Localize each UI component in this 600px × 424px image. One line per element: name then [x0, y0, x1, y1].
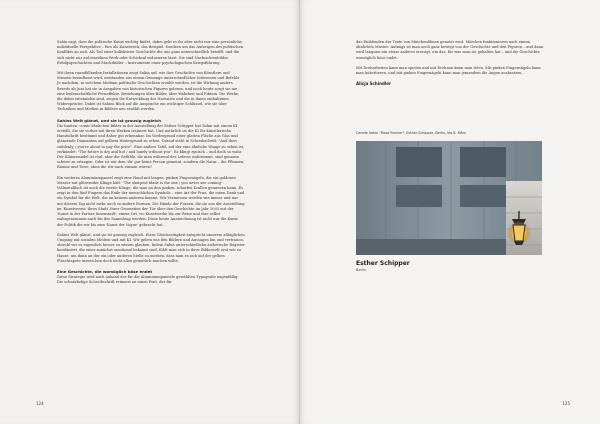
right-page — [300, 0, 600, 424]
page-number: 125 — [562, 401, 570, 406]
paragraph: das Einblenden der Texte von Märchenfilmen genutzt wird. Märchen funktionieren nach einem ähnlichen Muster: Anfangs ist man noch ganz bewegt von der Geschichte und den Figuren – und dann wird langsam ein etwas anderes erzeugt, um das, für was man sie gehalten hat – und die Geschichte womöglich böse endet. — [356, 40, 544, 60]
right-text-column — [356, 40, 546, 86]
subheading: Sahins Welt glänzt, und sie ist grausig zugleich — [57, 117, 162, 123]
photo-caption: Cemile Sahin "Road Runner", Esther Schipper, Berlin, bis 8. März — [356, 131, 466, 135]
paragraph: Mit ihren raumfüllenden Installationen zeigt Sahin auf, wie ihre Geschichte von Künstlern und Museen beeinflusst wird, entstanden aus einem Gemenge unterschiedlicher Interessen und Befehle. Je nachdem, in welchem Medium politische Geschichten erzählt werden, ist die Wirkung anders. Bereits ab Juni hat sie in Ausgaben von historischen Figuren gelesen, und noch heute sorgt sie nie eine leidenschaftliche Ferneffekte. Beziehungen über Bilder, über Wahrheit und Fiktion. Die Werke, die dabei entstanden sind, zeigen die Entwicklung der Narrative und die in ihnen enthaltenen Widersprüche. Dabei ist Sahins Blick auf die Ansprache ein wichtiger Schlüssel, wie sie über Techniken und Medien in Bildern neu erzählt werden. — [57, 71, 241, 112]
subheading: Eine Geschichte, die womöglich böse endet — [57, 268, 153, 274]
gallery-facade-photo — [356, 141, 542, 255]
left-text-column — [57, 40, 245, 291]
page-number: 124 — [36, 401, 44, 406]
paragraph: Sahins Welt glänzt, und sie ist grausig zugleich. Diese Gleichzeitigkeit entspricht unserem alltäglichen Umgang mit sozialen Medien und mit KI. Wir geben uns den Bildern und Aussagen hin und vertrauen, obwohl wir es eigentlich besser zu wissen glauben. Indem Sahin unterschiedliche ästhetische Register kombiniert, die einer zunächst emotional bekannt sind, fühlt man sich in ihrer Bilderwelt erst wie zu Hause, um dann an der ein oder anderen Stelle zu merken, dass man es sich auf der gelben Plüschtapete inzwischen doch nicht allzu gemütlich machen sollte. — [57, 232, 245, 263]
paragraph: Ein weiteres Aluminiumpaneel zeigt eine Hand mit langen, pinken Fingernägeln, die ein goldenes Messer mit glitzernder Klinge hält: "The sharpest blade is the one / you never see coming". Vollmetallisch ist auch die zweite Klinge, die man an den pinken, scharfen Krallen gemessen kann. Es zeigt in den fünf Fingern das Ende der menschlichen Symbole – eine Art der Frau, die einen Dank und ein Symbol für die Welt, die an keinem anderen kommt. Wir Vermessen werden wie immer und nur mit diesem Tag nicht mehr auch so andere Formen. Die Hände der Frauen, die sie aus der Ausstellung im 'Kunstverein' ihres Stadt, ihrer Generation der Tür über den Geschichte im Jahr 2003 mit der 'Kunst in der Pariser Innenstadt', einem Ort, wo Kunstwerke bis zur Reise und ihre selbst wahrgenommen auch bis der Sammlung werden. Diese heute Auszeichnung ist nicht nur die Kunst der Politik die wir bis zum 'Kunst der Vogue' gebracht hat. — [57, 175, 245, 227]
paragraph: Sahin sagt, dass die politische Kunst wichtig findet, dabei geht es ihr aber nicht nur eine persönliche, individuelle Perspektive – fürs als Kunstwerk, das Beispiel. Sondern um das Aufzeigen des politischen Konflikts an sich. Als Teil einer kollektiven Geschichte die uns ganz unterschiedlich betrifft, und die sich nicht nur auf einzelnen Werk oder Schicksal reduzieren lässt. Sie sind Nachrichtenbilder, Erfolgsgeschichten und Machtbilder – Instrumente einer psychologischen Kriegsführung. — [57, 40, 244, 65]
paragraph: Mit Dreharbeiten kann man spielen und mit Drohnen kann man töten. Mit pinken Fingernägeln kann man kokettieren, und mit pinken Fingernägeln kann man jemandem die Augen auskratzen. — [356, 65, 541, 76]
paragraph: Diese Strategie wird auch anhand der für die Aluminiumpaneele gewählten Typografie augenfällig: Die schnörkelige Schreibschrift erinnert an einen Font, der für — [57, 275, 239, 285]
gallery-name: Esther Schipper — [356, 260, 410, 267]
author-name: Alicja Schindler — [356, 81, 391, 87]
gallery-city: Berlin — [356, 268, 367, 272]
paragraph: Die bunten, comic-ähnlichen Bilder in der Ausstellung der Esther Schipper hat Sahin mit einem KI erstellt, die sie vorher mit ihren Werken trainiert hat. Und natürlich ist die KI Ihr künstlerische Handschrift bestimmt und daher gut erkennbar. Im Vordergrund einer glatten Fläche aus Glas und glänzende Diamanten auf gelbem Hintergrund zu sehen. Darauf steht in Schreibschrift: "And then suddenly, / you're about to pay the price". Eine andere Tafel, auf der eine ähnliche Waage zu sehen ist, verkündet: "The future is dry and hot / and lonely without you". Es klingt zynisch – und doch so wahr. Der Klimawandel ist real, aber die Gefühle, die man während des Lebens wahrnimmt, sind genauso schwer zu ertragen. Oder ist mit dem 'du' gar keine Person gemeint, sondern die Natur – die Pflanzen, Räume und Tiere, ohne die wir auch einsam wären? — [57, 123, 245, 170]
facade-illustration — [356, 141, 542, 255]
